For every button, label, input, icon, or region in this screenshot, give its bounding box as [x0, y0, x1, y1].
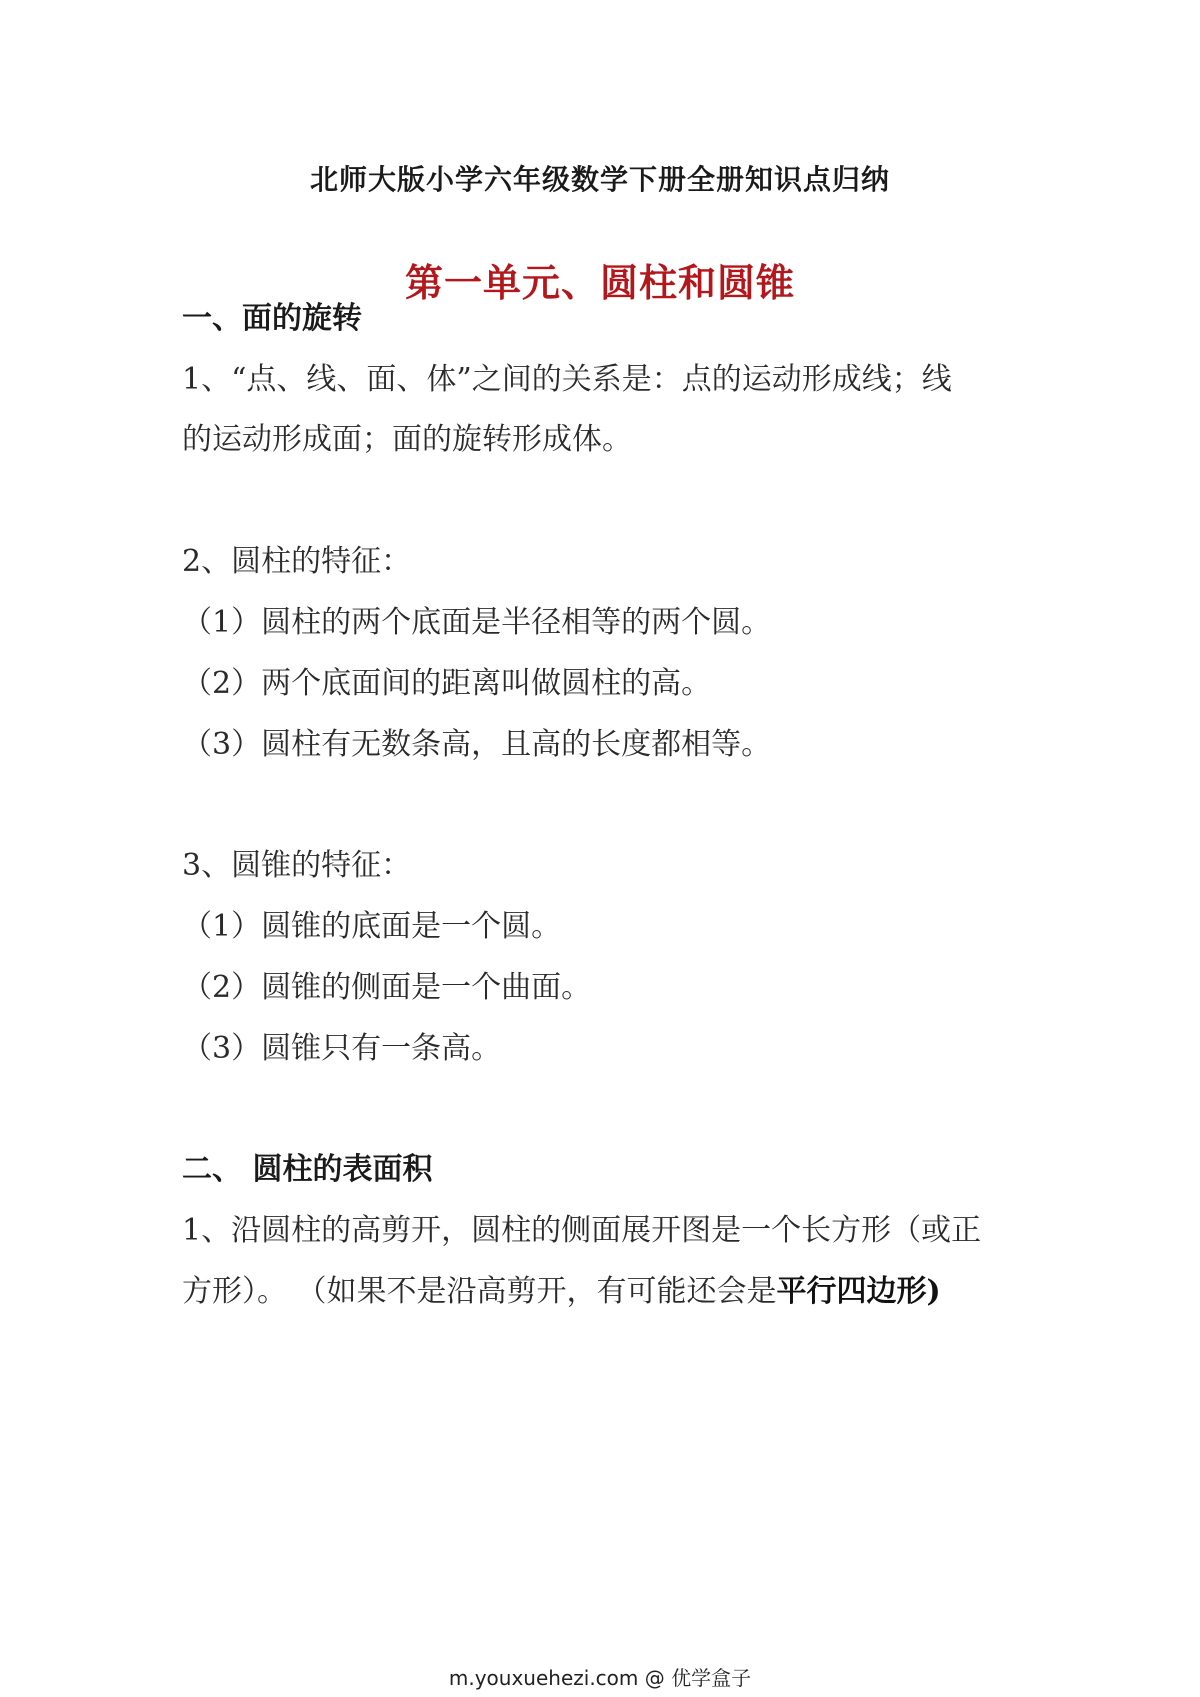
list-item: （1）圆锥的底面是一个圆。	[182, 909, 562, 944]
paragraph-line: 1、沿圆柱的高剪开，圆柱的侧面展开图是一个长方形（或正	[182, 1213, 982, 1248]
list-item: （1）圆柱的两个底面是半径相等的两个圆。	[182, 605, 772, 640]
list-item: （2）两个底面间的距离叫做圆柱的高。	[182, 666, 712, 701]
paragraph-line: 1、“点、线、面、体”之间的关系是：点的运动形成线；线	[182, 362, 952, 397]
list-heading: 2、圆柱的特征：	[182, 544, 412, 579]
list-item: （3）圆柱有无数条高，且高的长度都相等。	[182, 727, 772, 762]
paragraph-text: 方形）。 （如果不是沿高剪开，有可能还会是	[182, 1274, 777, 1309]
paragraph-line: 的运动形成面；面的旋转形成体。	[182, 422, 632, 457]
emphasized-text: 平行四边形)	[776, 1274, 941, 1309]
list-item: （2）圆锥的侧面是一个曲面。	[182, 970, 592, 1005]
document-title: 北师大版小学六年级数学下册全册知识点归纳	[309, 163, 890, 196]
unit-title: 第一单元、圆柱和圆锥	[404, 261, 795, 305]
list-item: （3）圆锥只有一条高。	[182, 1031, 502, 1066]
list-heading: 3、圆锥的特征：	[182, 848, 412, 883]
paragraph-line	[182, 1272, 941, 1312]
footer-watermark: m.youxuehezi.com @ 优学盒子	[448, 1666, 752, 1690]
section-heading-2: 二、 圆柱的表面积	[182, 1152, 433, 1187]
section-heading-1: 一、面的旋转	[182, 301, 362, 336]
